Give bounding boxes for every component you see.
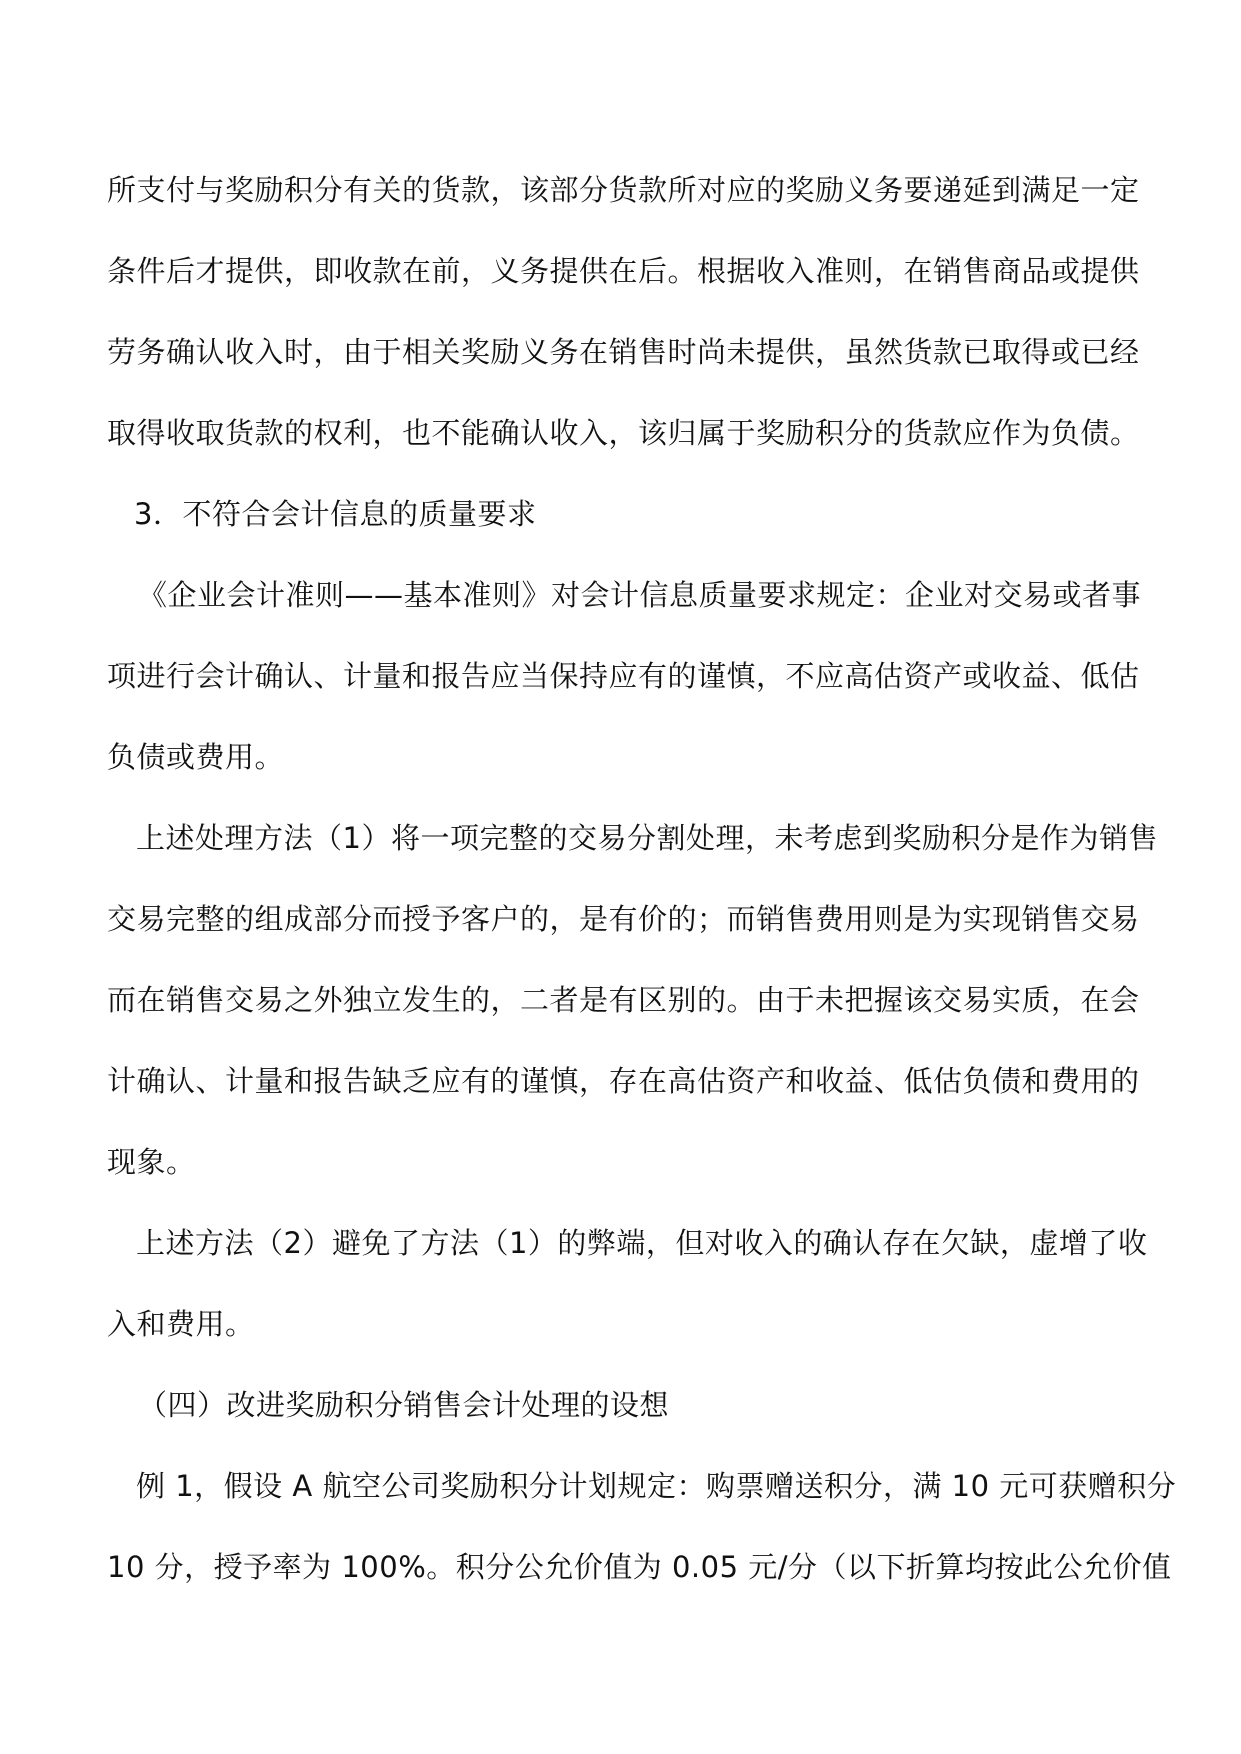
text-line: 负债或费用。 bbox=[107, 740, 285, 774]
text-line: 条件后才提供，即收款在前，义务提供在后。根据收入准则，在销售商品或提供 bbox=[107, 254, 1140, 288]
text-line: 上述处理方法（1）将一项完整的交易分割处理，未考虑到奖励积分是作为销售 bbox=[136, 821, 1158, 855]
text-line: 取得收取货款的权利，也不能确认收入，该归属于奖励积分的货款应作为负债。 bbox=[107, 416, 1140, 450]
text-line: 10 分，授予率为 100%。积分公允价值为 0.05 元/分（以下折算均按此公允价值 bbox=[107, 1550, 1172, 1584]
text-line: 上述方法（2）避免了方法（1）的弊端，但对收入的确认存在欠缺，虚增了收 bbox=[136, 1226, 1148, 1260]
text-line: 交易完整的组成部分而授予客户的，是有价的；而销售费用则是为实现销售交易 bbox=[107, 902, 1140, 936]
text-line: 《企业会计准则——基本准则》对会计信息质量要求规定：企业对交易或者事 bbox=[138, 578, 1142, 612]
text-line: 劳务确认收入时，由于相关奖励义务在销售时尚未提供，虽然货款已取得或已经 bbox=[107, 335, 1140, 369]
text-line: 现象。 bbox=[107, 1145, 196, 1179]
text-line: 而在销售交易之外独立发生的，二者是有区别的。由于未把握该交易实质，在会 bbox=[107, 983, 1140, 1017]
section-heading: 3．不符合会计信息的质量要求 bbox=[134, 497, 537, 531]
text-line: 计确认、计量和报告缺乏应有的谨慎，存在高估资产和收益、低估负债和费用的 bbox=[107, 1064, 1140, 1098]
section-heading: （四）改进奖励积分销售会计处理的设想 bbox=[138, 1388, 670, 1422]
text-line: 所支付与奖励积分有关的货款，该部分货款所对应的奖励义务要递延到满足一定 bbox=[107, 173, 1140, 207]
text-line: 例 1，假设 A 航空公司奖励积分计划规定：购票赠送积分，满 10 元可获赠积分 bbox=[136, 1469, 1177, 1503]
text-line: 入和费用。 bbox=[107, 1307, 255, 1341]
text-line: 项进行会计确认、计量和报告应当保持应有的谨慎，不应高估资产或收益、低估 bbox=[107, 659, 1140, 693]
